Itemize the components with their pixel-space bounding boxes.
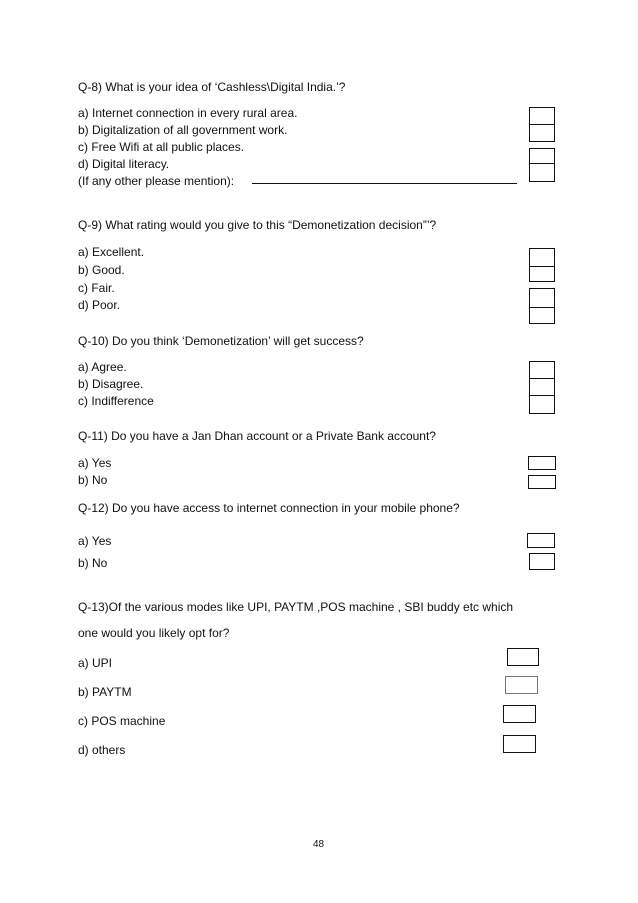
q8-option-c: c) Free Wifi at all public places. <box>78 140 245 154</box>
q8-option-d: d) Digital literacy. <box>78 157 170 171</box>
q9-option-b: b) Good. <box>78 263 125 277</box>
q11-question: Q-11) Do you have a Jan Dhan account or a Private Bank account? <box>78 429 436 443</box>
q10-option-c: c) Indifference <box>78 394 154 408</box>
q12-option-a: a) Yes <box>78 534 112 548</box>
q8-option-a: a) Internet connection in every rural area. <box>78 106 298 120</box>
q9-checkbox-c[interactable] <box>529 288 555 308</box>
q8-checkbox-c[interactable] <box>529 148 555 164</box>
page-number: 48 <box>313 839 325 850</box>
q12-checkbox-b[interactable] <box>529 553 555 570</box>
q9-question: Q-9) What rating would you give to this “Demonetization decision”’? <box>78 218 437 232</box>
q8-checkbox-a[interactable] <box>529 107 555 125</box>
q13-option-a: a) UPI <box>78 656 113 670</box>
q13-checkbox-d[interactable] <box>503 735 536 753</box>
q8-question: Q-8) What is your idea of ‘Cashless\Digital India.’? <box>78 80 346 94</box>
q13-option-d: d) others <box>78 743 126 757</box>
q11-checkbox-b[interactable] <box>528 475 556 489</box>
q10-checkbox-c[interactable] <box>529 395 555 414</box>
q9-checkbox-b[interactable] <box>529 266 555 282</box>
q9-option-a: a) Excellent. <box>78 245 145 259</box>
q10-option-a: a) Agree. <box>78 360 127 374</box>
q11-checkbox-a[interactable] <box>528 456 556 470</box>
q12-checkbox-a[interactable] <box>527 533 555 548</box>
q13-checkbox-c[interactable] <box>503 705 536 723</box>
q10-option-b: b) Disagree. <box>78 377 144 391</box>
q13-option-c: c) POS machine <box>78 714 166 728</box>
q13-checkbox-a[interactable] <box>507 648 539 666</box>
q9-option-c: c) Fair. <box>78 281 115 295</box>
q13-question-line1: Q-13)Of the various modes like UPI, PAYTM ,POS machine , SBI buddy etc which <box>78 600 514 614</box>
q9-option-d: d) Poor. <box>78 298 121 312</box>
q9-checkbox-d[interactable] <box>529 307 555 324</box>
q13-checkbox-b[interactable] <box>505 676 538 694</box>
q8-option-b: b) Digitalization of all government work. <box>78 123 288 137</box>
q9-checkbox-a[interactable] <box>529 248 555 267</box>
q8-checkbox-d[interactable] <box>529 163 555 182</box>
q11-option-b: b) No <box>78 473 108 487</box>
q13-question-line2: one would you likely opt for? <box>78 626 230 640</box>
q10-checkbox-b[interactable] <box>529 378 555 396</box>
q8-checkbox-b[interactable] <box>529 124 555 142</box>
q8-other-label: (If any other please mention): <box>78 174 235 188</box>
q12-question: Q-12) Do you have access to internet connection in your mobile phone? <box>78 501 460 515</box>
q10-question: Q-10) Do you think ‘Demonetization’ will get success? <box>78 334 364 348</box>
q13-option-b: b) PAYTM <box>78 685 132 699</box>
q12-option-b: b) No <box>78 556 108 570</box>
q8-other-answer-line[interactable] <box>252 183 517 184</box>
q11-option-a: a) Yes <box>78 456 112 470</box>
